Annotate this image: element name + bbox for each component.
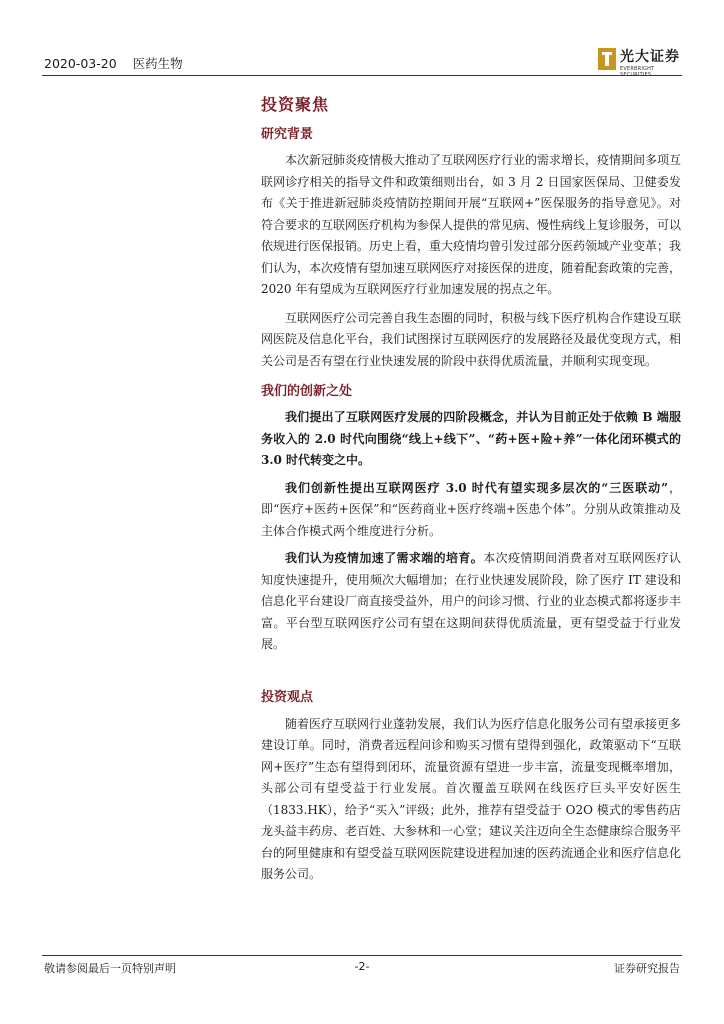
investment-views-heading: 投资观点	[261, 689, 314, 705]
section-title: 投资聚焦	[261, 95, 330, 114]
innovation-paragraph-3	[261, 548, 681, 656]
innovation-paragraph-2-lead: 我们创新性提出互联网医疗 3.0 时代有望实现多层次的“三医联动”	[285, 480, 669, 495]
innovation-paragraph-3-lead: 我们认为疫情加速了需求端的培育。	[285, 551, 484, 565]
innovation-paragraph-2-body: ，即“医疗+医药+医保”和“医药商业+医疗终端+医患个体”。分别从政策推动及主体合作模式两个维度进行分析。	[261, 480, 681, 538]
logo-mark-icon	[598, 48, 616, 70]
background-paragraph-1: 本次新冠肺炎疫情极大推动了互联网医疗行业的需求增长，疫情期间多项互联网诊疗相关的指导文件和政策细则出台，如 3 月 2 日国家医保局、卫健委发布《关于推进新冠肺炎疫情防控期间开展“互联网+”医保服务的指导意见》。对符合要求的互联网医疗机构为参保人提供的常见病、慢性病线上复诊服务，可以依规进行医保报销。历史上看，重大疫情均曾引发过部分医药领域产业变革；我们认为，本次疫情有望加速互联网医疗对接医保的进度，随着配套政策的完善，2020 年有望成为互联网医疗行业加速发展的拐点之年。	[261, 153, 682, 296]
logo-subtext: EVERBRIGHT SECURITIES	[620, 66, 655, 78]
logo-name: 光大证券	[620, 49, 680, 65]
footer-divider	[42, 955, 682, 956]
innovation-heading: 我们的创新之处	[261, 384, 353, 399]
company-logo	[598, 46, 682, 76]
innovation-paragraph-1: 我们提出了互联网医疗发展的四阶段概念，并认为目前正处于依赖 B 端服务收入的 2.0 时代向围绕“线上+线下”、“药+医+险+养”一体化闭环模式的 3.0 时代转变之中。	[261, 410, 681, 467]
investment-views-paragraph: 随着医疗互联网行业蓬勃发展，我们认为医疗信息化服务公司有望承接更多建设订单。同时，消费者远程问诊和购买习惯有望得到强化，政策驱动下“互联网+医疗”生态有望得到闭环，流量资源有望进一步丰富，流量变现概率增加，头部公司有望受益于行业发展。首次覆盖互联网在线医疗巨头平安好医生（1833.HK），给予“买入”评级；此外，推荐有望受益于 O2O 模式的零售药店龙头益丰药房、老百姓、大参林和一心堂；建议关注迈向全生态健康综合服务平台的阿里健康和有望受益互联网医院建设进程加速的医药流通企业和医疗信息化服务公司。	[261, 716, 682, 881]
report-type: 证券研究报告	[614, 962, 680, 975]
industry-label: 医药生物	[132, 56, 183, 71]
innovation-paragraph-2	[261, 478, 681, 543]
background-heading: 研究背景	[261, 127, 314, 142]
page-header	[42, 40, 682, 76]
header-divider	[42, 75, 682, 76]
background-paragraph-2: 互联网医疗公司完善自我生态圈的同时，积极与线下医疗机构合作建设互联网医院及信息化平台，我们试图探讨互联网医疗的发展路径及最优变现方式，相关公司是否有望在行业快速发展的阶段中获得优质流量，并顺利实现变现。	[261, 310, 682, 368]
main-content	[261, 92, 681, 886]
page-number: -2-	[354, 960, 370, 973]
report-date: 2020-03-20	[44, 56, 117, 71]
innovation-paragraph-3-body: 本次疫情期间消费者对互联网医疗认知度快速提升，使用频次大幅增加；在行业快速发展阶段，除了医疗 IT 建设和信息化平台建设厂商直接受益外，用户的问诊习惯、行业的业态模式都将逐步丰富。平台型互联网医疗公司有望在这期间获得优质流量，更有望受益于行业发展。	[261, 551, 682, 651]
footer-disclaimer: 敬请参阅最后一页特别声明	[44, 962, 176, 975]
header-meta	[44, 54, 195, 72]
